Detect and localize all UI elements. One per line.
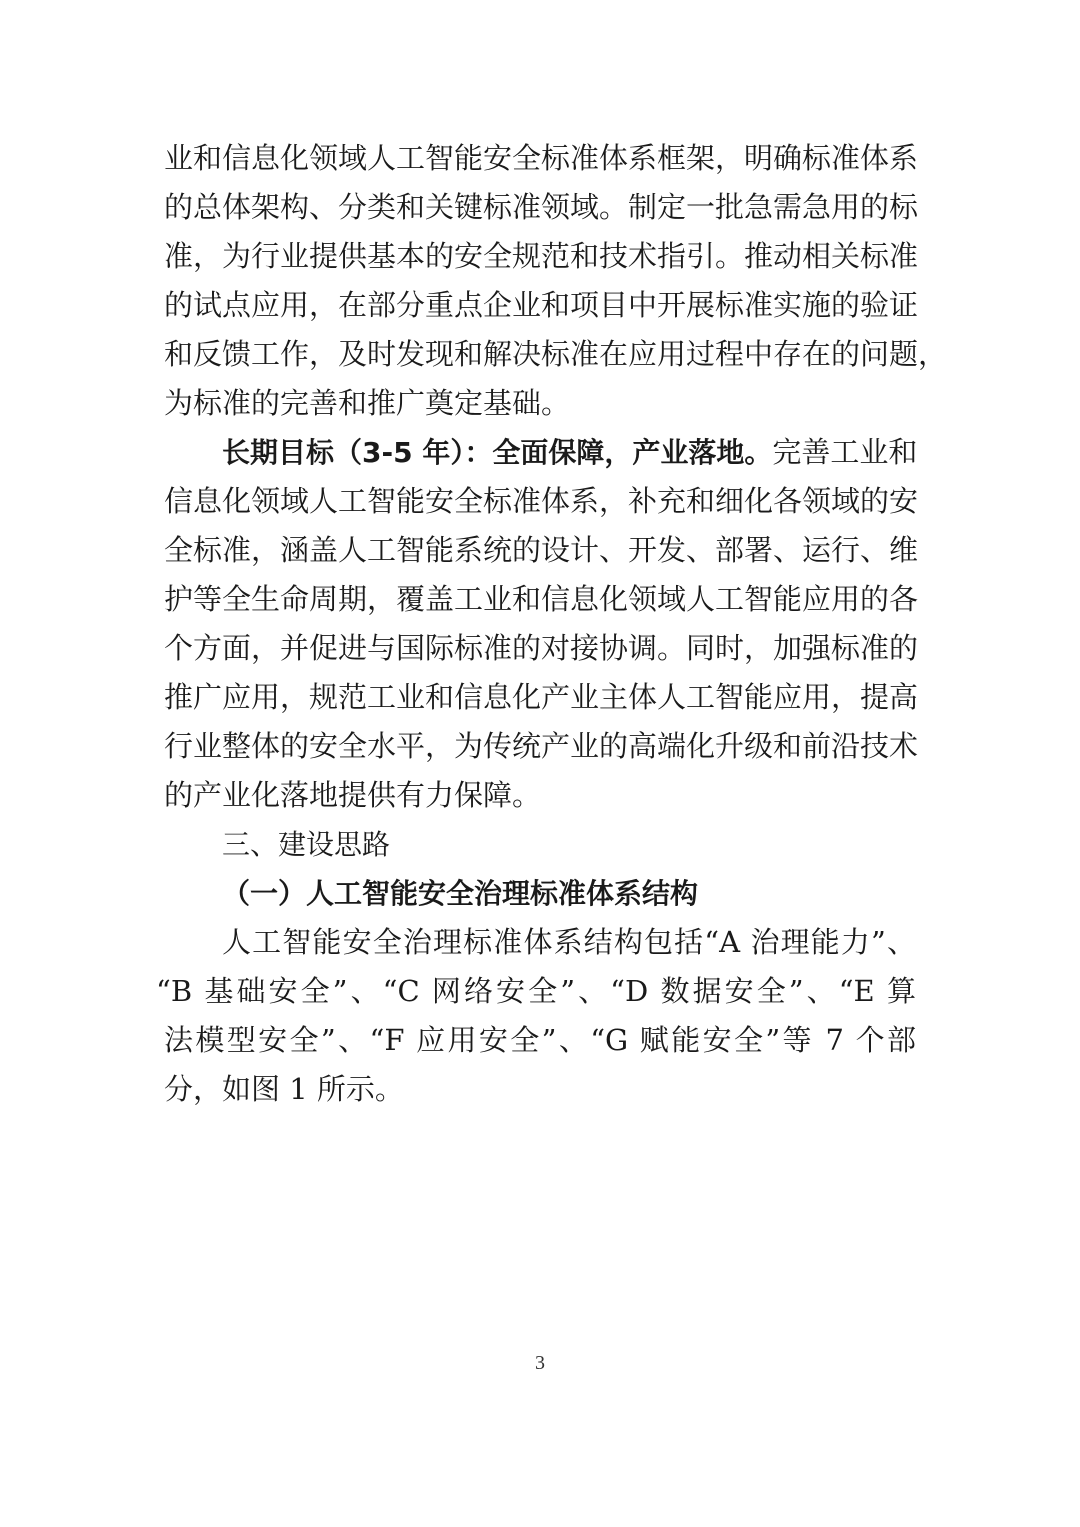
section-heading: 三、建设思路: [222, 828, 391, 861]
subsection-heading: （一）人工智能安全治理标准体系结构: [222, 877, 699, 910]
paragraph-line: 分，如图 1 所示。: [164, 1072, 404, 1106]
paragraph-line: 行业整体的安全水平，为传统产业的高端化升级和前沿技术: [164, 729, 919, 763]
paragraph-line: 推广应用，规范工业和信息化产业主体人工智能应用，提高: [164, 680, 919, 714]
paragraph-line: 信息化领域人工智能安全标准体系，补充和细化各领域的安: [164, 484, 919, 518]
paragraph-line: 的产业化落地提供有力保障。: [164, 778, 542, 812]
paragraph-line: 全标准，涵盖人工智能系统的设计、开发、部署、运行、维: [164, 533, 919, 567]
paragraph-line: 为标准的完善和推广奠定基础。: [164, 386, 571, 420]
page-number: 3: [535, 1352, 545, 1374]
long-term-goal-lead: [222, 428, 916, 477]
paragraph-line: 人工智能安全治理标准体系结构包括“A 治理能力”、: [222, 925, 916, 959]
paragraph-line: “B 基础安全”、“C 网络安全”、“D 数据安全”、“E 算: [156, 974, 916, 1008]
paragraph-line: 个方面，并促进与国际标准的对接协调。同时，加强标准的: [164, 631, 919, 665]
paragraph-line: 护等全生命周期，覆盖工业和信息化领域人工智能应用的各: [164, 582, 919, 616]
long-term-goal-lead-text: 完善工业和: [772, 435, 918, 469]
paragraph-line: 和反馈工作，及时发现和解决标准在应用过程中存在的问题，: [164, 337, 948, 371]
paragraph-line: 准，为行业提供基本的安全规范和技术指引。推动相关标准: [164, 239, 919, 273]
paragraph-line: 的试点应用，在部分重点企业和项目中开展标准实施的验证: [164, 288, 919, 322]
paragraph-line: 的总体架构、分类和关键标准领域。制定一批急需急用的标: [164, 190, 919, 224]
paragraph-line: 业和信息化领域人工智能安全标准体系框架，明确标准体系: [164, 141, 919, 175]
long-term-goal-title: 长期目标（3-5 年）：全面保障，产业落地。: [222, 436, 773, 469]
paragraph-line: 法模型安全”、“F 应用安全”、“G 赋能安全”等 7 个部: [164, 1023, 916, 1057]
